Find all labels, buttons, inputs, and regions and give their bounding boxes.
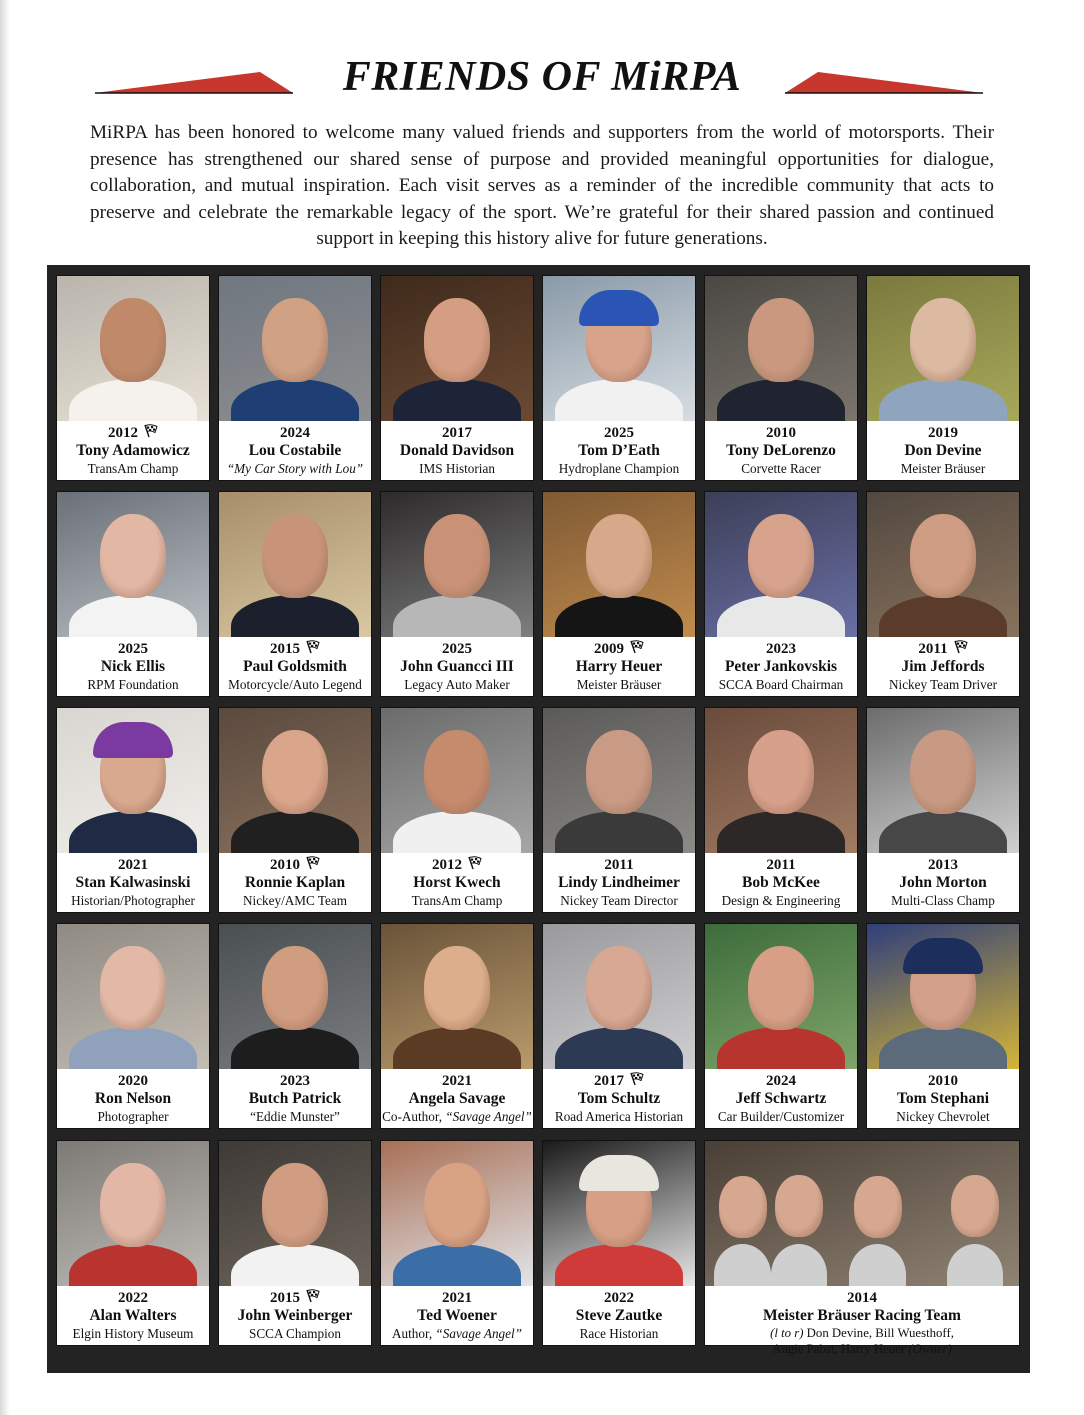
visit-year-text: 2024 (280, 425, 310, 441)
friend-role: Road America Historian (554, 1109, 684, 1124)
intro-paragraph: MiRPA has been honored to welcome many valued friends and supporters from the world of motorsports. Their presence has strengthened our shared sense of purpose and provided meaningful opportunities for dialogue, collaboration, and mutual inspiration. Each visit serves as a reminder of the incredible community that acts to preserve and celebrate the remarkable legacy of the sport. We’re grateful for their shared passion and continued support in keeping this history alive for future generations. (90, 122, 994, 249)
checkered-flag-icon (467, 856, 482, 870)
portrait-photo (381, 708, 533, 853)
visit-year-text: 2019 (928, 425, 958, 441)
visit-year (705, 1072, 857, 1090)
friend-role: Corvette Racer (741, 461, 821, 476)
friend-role: Nickey Team Driver (889, 677, 997, 692)
friend-name: Ron Nelson (94, 1090, 172, 1107)
friend-caption (543, 1289, 695, 1342)
friend-role: Nickey Chevrolet (896, 1109, 990, 1124)
friend-role: Nickey/AMC Team (243, 893, 347, 908)
friend-name: Tony DeLorenzo (726, 442, 836, 459)
friend-name: Ronnie Kaplan (244, 874, 346, 891)
visit-year (57, 640, 209, 658)
visit-year-text: 2022 (604, 1290, 634, 1306)
friend-caption (219, 1289, 371, 1342)
visit-year (381, 1289, 533, 1307)
checkered-flag-icon (629, 640, 644, 654)
portrait-photo (867, 276, 1019, 421)
team-caption (705, 1289, 1019, 1357)
friend-caption (867, 640, 1019, 693)
portrait-photo (867, 492, 1019, 637)
visit-year-text: 2017 (442, 425, 472, 441)
portrait-photo (705, 492, 857, 637)
visit-year (219, 1072, 371, 1090)
friend-name: Steve Zautke (575, 1307, 663, 1324)
friend-card (542, 275, 696, 481)
portrait-photo (381, 492, 533, 637)
friend-caption (57, 1072, 209, 1125)
friend-role: “Eddie Munster” (250, 1109, 340, 1124)
visit-year-text: 2015 (270, 641, 300, 657)
portrait-photo (543, 492, 695, 637)
portrait-photo (543, 276, 695, 421)
portrait-photo (219, 276, 371, 421)
friend-role: Meister Bräuser (900, 461, 986, 476)
friend-role: “My Car Story with Lou” (226, 461, 364, 476)
friend-card (704, 923, 858, 1129)
visit-year (705, 424, 857, 442)
portrait-photo (543, 1141, 695, 1286)
friend-card (866, 275, 1020, 481)
page-title: FRIENDS OF MiRPA (342, 54, 742, 100)
friend-name: Paul Goldsmith (243, 658, 347, 675)
friend-name: Ted Woener (417, 1307, 497, 1324)
portrait-photo (543, 924, 695, 1069)
friend-caption (381, 856, 533, 909)
visit-year-text: 2015 (270, 1290, 300, 1306)
friend-card (218, 275, 372, 481)
friend-caption (381, 424, 533, 477)
visit-year-text: 2023 (766, 641, 796, 657)
friend-card (56, 275, 210, 481)
portrait-photo (57, 1141, 209, 1286)
portrait-photo (57, 492, 209, 637)
friend-name: Jeff Schwartz (735, 1090, 827, 1107)
friends-grid (47, 265, 1030, 1373)
friend-caption (381, 1072, 533, 1125)
visit-year (381, 640, 533, 658)
friend-role: Co-Author, “Savage Angel” (382, 1109, 532, 1124)
visit-year (543, 424, 695, 442)
friend-name: Lou Costabile (248, 442, 342, 459)
friend-role: SCCA Champion (249, 1326, 341, 1341)
friend-caption (867, 424, 1019, 477)
portrait-photo (219, 708, 371, 853)
friend-role: Multi-Class Champ (891, 893, 995, 908)
visit-year (543, 640, 695, 658)
portrait-photo (57, 276, 209, 421)
friend-card (704, 707, 858, 913)
friend-card (866, 923, 1020, 1129)
portrait-photo (219, 492, 371, 637)
friend-caption (867, 856, 1019, 909)
visit-year-text: 2010 (766, 425, 796, 441)
team-photo (705, 1141, 1019, 1286)
friend-caption (219, 856, 371, 909)
friend-card (542, 923, 696, 1129)
portrait-photo (57, 708, 209, 853)
friend-role: Design & Engineering (721, 893, 841, 908)
friend-caption (705, 640, 857, 693)
friend-role: TransAm Champ (87, 461, 179, 476)
checkered-flag-icon (305, 1289, 320, 1303)
visit-year-text: 2017 (594, 1073, 624, 1089)
friend-card (218, 923, 372, 1129)
visit-year (219, 856, 371, 874)
friend-card (866, 491, 1020, 697)
friend-card (380, 707, 534, 913)
checkered-flag-icon (143, 424, 158, 438)
checkered-flag-icon (305, 856, 320, 870)
friend-name: Alan Walters (89, 1307, 177, 1324)
portrait-photo (219, 924, 371, 1069)
team-members-line-1: (l to r) Don Devine, Bill Wuesthoff, (770, 1326, 954, 1340)
visit-year-text: 2021 (442, 1073, 472, 1089)
portrait-photo (381, 1141, 533, 1286)
visit-year (381, 424, 533, 442)
friend-role: Legacy Auto Maker (404, 677, 510, 692)
visit-year-text: 2023 (280, 1073, 310, 1089)
portrait-photo (219, 1141, 371, 1286)
friend-name: Don Devine (904, 442, 982, 459)
visit-year-text: 2010 (928, 1073, 958, 1089)
visit-year-text: 2012 (432, 857, 462, 873)
friend-role: IMS Historian (419, 461, 495, 476)
friend-caption (867, 1072, 1019, 1125)
portrait-photo (867, 924, 1019, 1069)
visit-year (867, 424, 1019, 442)
visit-year-text: 2020 (118, 1073, 148, 1089)
friend-caption (705, 856, 857, 909)
friend-card (56, 1140, 210, 1346)
visit-year-text: 2021 (442, 1290, 472, 1306)
page-edge-shadow (0, 0, 10, 1415)
friend-name: Donald Davidson (399, 442, 515, 459)
friend-card (542, 707, 696, 913)
friend-caption (381, 1289, 533, 1342)
visit-year-text: 2025 (442, 641, 472, 657)
friend-card (218, 491, 372, 697)
friend-card (218, 707, 372, 913)
friend-caption (57, 640, 209, 693)
friend-name: Tony Adamowicz (76, 442, 190, 459)
visit-year-text: 2021 (118, 857, 148, 873)
friend-role: Historian/Photographer (71, 893, 195, 908)
left-wing-ornament (95, 66, 295, 96)
friend-caption (219, 1072, 371, 1125)
friend-name: John Morton (899, 874, 987, 891)
friend-card (380, 491, 534, 697)
visit-year (219, 424, 371, 442)
friend-name: Nick Ellis (100, 658, 166, 675)
visit-year (867, 856, 1019, 874)
friend-caption (57, 1289, 209, 1342)
portrait-photo (57, 924, 209, 1069)
friend-role: Meister Bräuser (576, 677, 662, 692)
checkered-flag-icon (953, 640, 968, 654)
friend-role: Hydroplane Champion (558, 461, 680, 476)
portrait-photo (705, 924, 857, 1069)
title-row (0, 52, 1084, 102)
friend-name: Bob McKee (742, 874, 820, 891)
visit-year (219, 640, 371, 658)
visit-year (543, 856, 695, 874)
friend-name: Horst Kwech (413, 874, 501, 891)
friend-card (380, 1140, 534, 1346)
visit-year (381, 856, 533, 874)
friend-name: Lindy Lindheimer (558, 874, 680, 891)
visit-year (57, 1289, 209, 1307)
visit-year-text: 2009 (594, 641, 624, 657)
friend-name: John Guancci III (400, 658, 514, 675)
friend-name: Jim Jeffords (901, 658, 985, 675)
friend-role: Elgin History Museum (72, 1326, 194, 1341)
friend-card (704, 491, 858, 697)
friend-name: Tom Schultz (577, 1090, 661, 1107)
visit-year-text: 2010 (270, 857, 300, 873)
friend-card (542, 491, 696, 697)
friend-name: Harry Heuer (575, 658, 663, 675)
portrait-photo (381, 924, 533, 1069)
friend-caption (543, 640, 695, 693)
friend-name: Tom D’Eath (578, 442, 660, 459)
friend-role: Race Historian (579, 1326, 659, 1341)
friend-card (380, 275, 534, 481)
friend-card (380, 923, 534, 1129)
portrait-photo (705, 708, 857, 853)
visit-year-text: 2011 (766, 857, 796, 873)
friend-card (704, 275, 858, 481)
friend-name: Angela Savage (408, 1090, 506, 1107)
friend-caption (219, 640, 371, 693)
visit-year-text: 2025 (118, 641, 148, 657)
visit-year (543, 1289, 695, 1307)
portrait-photo (705, 276, 857, 421)
right-wing-ornament (783, 66, 983, 96)
friend-card (56, 491, 210, 697)
friend-card (218, 1140, 372, 1346)
friend-role: Nickey Team Director (560, 893, 678, 908)
visit-year (705, 640, 857, 658)
friend-caption (705, 1072, 857, 1125)
visit-year (57, 424, 209, 442)
friend-role: SCCA Board Chairman (718, 677, 844, 692)
visit-year-text: 2011 (604, 857, 634, 873)
visit-year-text: 2025 (604, 425, 634, 441)
visit-year-text: 2024 (766, 1073, 796, 1089)
friend-name: Stan Kalwasinski (75, 874, 191, 891)
visit-year (219, 1289, 371, 1307)
friend-name: Tom Stephani (896, 1090, 990, 1107)
visit-year-text: 2013 (928, 857, 958, 873)
visit-year (381, 1072, 533, 1090)
friend-name: Peter Jankovskis (724, 658, 838, 675)
checkered-flag-icon (305, 640, 320, 654)
friend-caption (381, 640, 533, 693)
friend-caption (219, 424, 371, 477)
friend-role: Author, “Savage Angel” (391, 1326, 522, 1341)
portrait-photo (381, 276, 533, 421)
checkered-flag-icon (629, 1072, 644, 1086)
friend-caption (543, 424, 695, 477)
visit-year (867, 640, 1019, 658)
friend-name: Butch Patrick (248, 1090, 342, 1107)
visit-year (57, 1072, 209, 1090)
friend-role: Car Builder/Customizer (717, 1109, 845, 1124)
friend-name: John Weinberger (237, 1307, 353, 1324)
friend-role: Photographer (97, 1109, 169, 1124)
friend-caption (705, 424, 857, 477)
visit-year-text: 2022 (118, 1290, 148, 1306)
visit-year (705, 856, 857, 874)
visit-year (57, 856, 209, 874)
team-members-line-2: Augie Pabst, Harry Heuer (Owner) (772, 1342, 952, 1356)
friend-role: RPM Foundation (87, 677, 179, 692)
visit-year (867, 1072, 1019, 1090)
team-name: Meister Bräuser Racing Team (763, 1307, 961, 1324)
friend-caption (57, 424, 209, 477)
friend-card (56, 923, 210, 1129)
friend-role: Motorcycle/Auto Legend (228, 677, 362, 692)
friend-caption (543, 1072, 695, 1125)
friend-card (56, 707, 210, 913)
friend-caption (57, 856, 209, 909)
portrait-photo (867, 708, 1019, 853)
friend-card (866, 707, 1020, 913)
friend-caption (543, 856, 695, 909)
portrait-photo (543, 708, 695, 853)
team-year: 2014 (847, 1290, 877, 1306)
friend-card (542, 1140, 696, 1346)
team-card (704, 1140, 1020, 1356)
visit-year-text: 2012 (108, 425, 138, 441)
visit-year (543, 1072, 695, 1090)
friend-role: TransAm Champ (411, 893, 503, 908)
visit-year-text: 2011 (918, 641, 948, 657)
